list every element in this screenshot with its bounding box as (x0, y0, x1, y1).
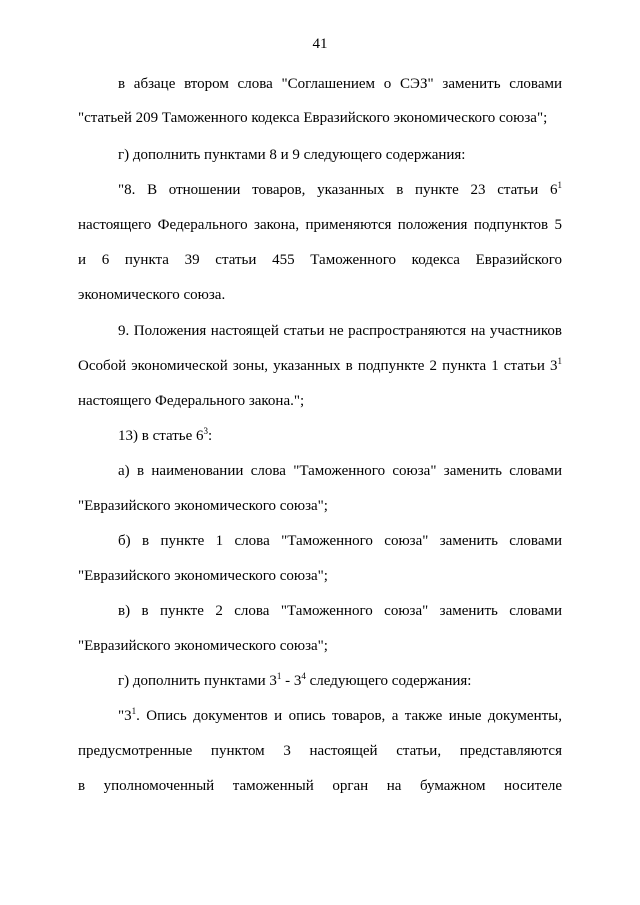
paragraph-line: г) дополнить пунктами 8 и 9 следующего содержания: (118, 147, 466, 163)
paragraph-line: а) в наименовании слова "Таможенного союза" заменить словами (118, 463, 562, 479)
paragraph-line: 13) в статье $6^3$: (118, 426, 213, 444)
paragraph-line: настоящего Федерального закона, применяются положения подпунктов 5 (78, 217, 562, 233)
paragraph-line: настоящего Федерального закона."; (78, 393, 305, 409)
paragraph-line: "$3^1$. Опись документов и опись товаров, а также иные документы, (118, 706, 562, 724)
paragraph-line: в) в пункте 2 слова "Таможенного союза" заменить словами (118, 603, 562, 619)
paragraph-line: экономического союза. (78, 287, 226, 303)
paragraph-line: в уполномоченный таможенный орган на бумажном носителе (78, 778, 562, 794)
page-number: 41 (312, 36, 328, 52)
paragraph-line: "8. В отношении товаров, указанных в пункте 23 статьи $6^1$ (118, 180, 562, 198)
paragraph-line: и 6 пункта 39 статьи 455 Таможенного кодекса Евразийского (78, 252, 562, 268)
paragraph-line: б) в пункте 1 слова "Таможенного союза" заменить словами (118, 533, 562, 549)
paragraph-line: 9. Положения настоящей статьи не распространяются на участников (118, 323, 562, 339)
paragraph-line: г) дополнить пунктами $3^1 - 3^4$ следующего содержания: (118, 671, 472, 689)
paragraph-line: в абзаце втором слова "Соглашением о СЭЗ" заменить словами (118, 76, 562, 92)
paragraph-line: Особой экономической зоны, указанных в подпункте 2 пункта 1 статьи $3^1$ (78, 356, 562, 374)
paragraph-line: "Евразийского экономического союза"; (78, 638, 328, 654)
paragraph-line: предусмотренные пунктом 3 настоящей статьи, представляются (78, 743, 562, 759)
paragraph-line: "Евразийского экономического союза"; (78, 498, 328, 514)
paragraph-line: "статьей 209 Таможенного кодекса Евразийского экономического союза"; (78, 110, 548, 126)
paragraph-line: "Евразийского экономического союза"; (78, 568, 328, 584)
